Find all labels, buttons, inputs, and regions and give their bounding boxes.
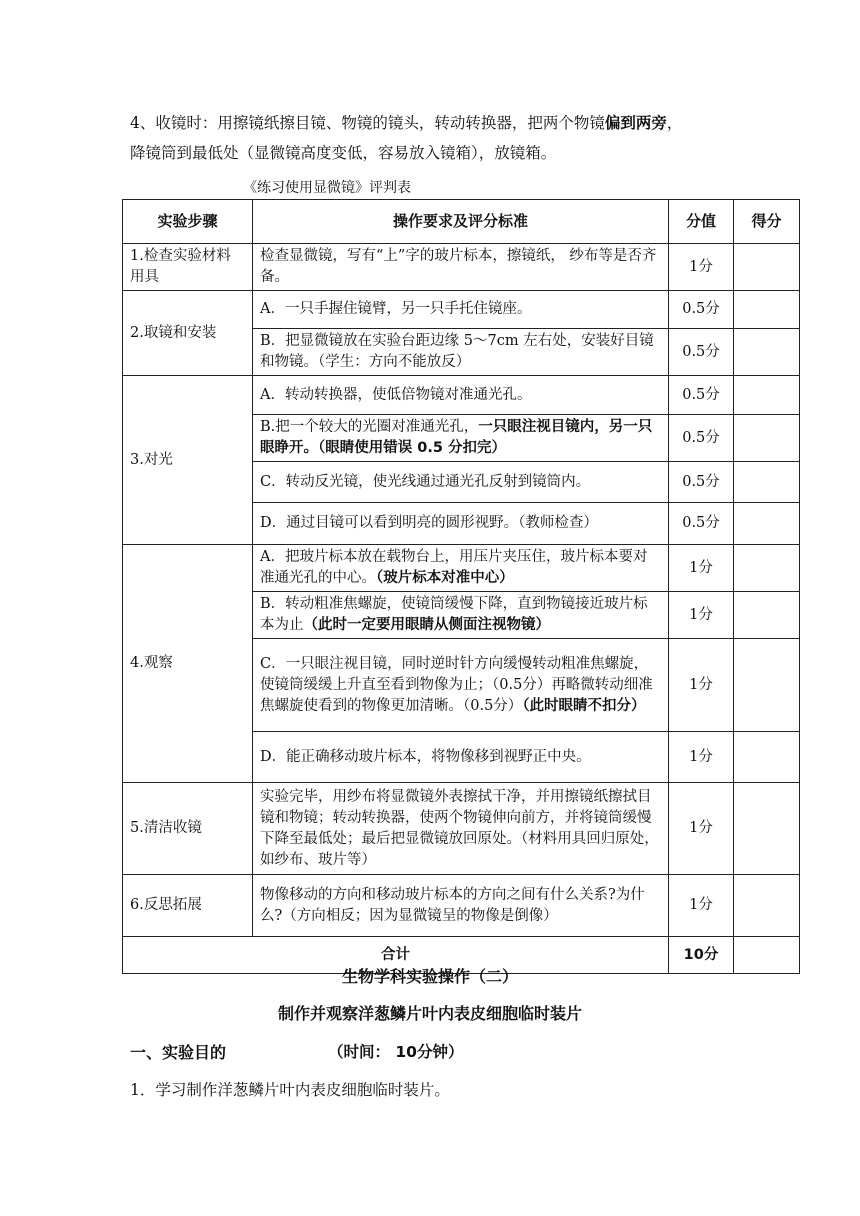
- experiment-subtitle: 制作并观察洋葱鳞片叶内表皮细胞临时装片: [277, 1004, 582, 1023]
- requirement-cell: C．转动反光镜，使光线通过通光孔反射到镜筒内。: [253, 462, 669, 503]
- requirement-cell: A．转动转换器，使低倍物镜对准通光孔。: [253, 376, 669, 415]
- table-row: [123, 244, 800, 291]
- obtained-cell[interactable]: [734, 462, 800, 503]
- score-cell: 0.5分: [669, 329, 734, 376]
- requirement-cell: A．一只手握住镜臂，另一只手托住镜座。: [253, 291, 669, 329]
- score-cell: 1分: [669, 592, 734, 639]
- obtained-cell[interactable]: [734, 732, 800, 783]
- objective-item: 1．学习制作洋葱鳞片叶内表皮细胞临时装片。: [130, 1081, 450, 1099]
- requirement-text: B.把一个较大的光圈对准通光孔，: [260, 419, 479, 435]
- requirement-cell: B．把显微镜放在实验台距边缘 5～7cm 左右处，安装好目镜和物镜。（学生：方向不能放反）: [253, 329, 669, 376]
- step-cell: 5.清洁收镜: [123, 783, 253, 875]
- intro-line1-suffix: ，: [666, 114, 683, 132]
- requirement-cell: [253, 415, 669, 462]
- total-label: 合计: [123, 937, 669, 974]
- obtained-cell[interactable]: [734, 244, 800, 291]
- score-cell: 0.5分: [669, 503, 734, 545]
- step-cell: 2.取镜和安装: [123, 291, 253, 376]
- score-cell: 1分: [669, 545, 734, 592]
- intro-line2-text: 降镜筒到最低处（显微镜高度变低，容易放入镜箱），放镜箱。: [130, 144, 557, 162]
- table-row: [123, 875, 800, 937]
- step-cell: 3.对光: [123, 376, 253, 545]
- requirement-cell: 实验完毕，用纱布将显微镜外表擦拭干净，并用擦镜纸擦拭目镜和物镜；转动转换器，使两个物镜伸向前方，并将镜筒缓慢下降至最低处；最后把显微镜放回原处。（材料用具回归原处，如纱布、玻片等）: [253, 783, 669, 875]
- requirement-text: B．转动粗准焦螺旋，使镜筒缓慢下降，直到物镜接近玻片标本为止: [260, 596, 648, 633]
- table-row: [123, 545, 800, 592]
- requirement-emphasis: （玻片标本对准中心）: [376, 570, 514, 586]
- requirement-cell: [253, 639, 669, 732]
- score-cell: 1分: [669, 875, 734, 937]
- requirement-cell: [253, 545, 669, 592]
- table-row: [123, 291, 800, 329]
- header-step: 实验步骤: [123, 200, 253, 244]
- intro-line1-bold: 偏到两旁: [604, 114, 667, 132]
- requirement-cell: [253, 592, 669, 639]
- total-score: 10分: [669, 937, 734, 974]
- score-cell: 1分: [669, 783, 734, 875]
- obtained-cell[interactable]: [734, 783, 800, 875]
- score-cell: 0.5分: [669, 376, 734, 415]
- obtained-cell[interactable]: [734, 639, 800, 732]
- header-obtained: 得分: [734, 200, 800, 244]
- obtained-cell[interactable]: [734, 415, 800, 462]
- requirement-cell: D．通过目镜可以看到明亮的圆形视野。（教师检查）: [253, 503, 669, 545]
- score-table: [122, 199, 800, 974]
- requirement-emphasis: （此时一定要用眼睛从侧面注视物镜）: [303, 617, 550, 633]
- step-cell: 1.检查实验材料用具: [123, 244, 253, 291]
- requirement-cell: 物像移动的方向和移动玻片标本的方向之间有什么关系?为什么?（方向相反；因为显微镜呈的物像是倒像）: [253, 875, 669, 937]
- table-header-row: [123, 200, 800, 244]
- requirement-emphasis: （此时眼睛不扣分）: [522, 697, 646, 714]
- score-cell: 1分: [669, 732, 734, 783]
- step-cell: 4.观察: [123, 545, 253, 783]
- score-cell: 0.5分: [669, 462, 734, 503]
- step-cell: 6.反思拓展: [123, 875, 253, 937]
- requirement-cell: D．能正确移动玻片标本，将物像移到视野正中央。: [253, 732, 669, 783]
- header-requirement: 操作要求及评分标准: [253, 200, 669, 244]
- table-row: [123, 783, 800, 875]
- experiment-heading: 生物学科实验操作（二）: [341, 967, 518, 986]
- requirement-cell: 检查显微镜，写有“上”字的玻片标本，擦镜纸， 纱布等是否齐备。: [253, 244, 669, 291]
- table-row: [123, 376, 800, 415]
- intro-paragraph: [130, 108, 780, 168]
- score-cell: 0.5分: [669, 415, 734, 462]
- section-title: 一、实验目的: [130, 1043, 227, 1062]
- time-note: （时间： 10分钟）: [328, 1043, 464, 1061]
- score-cell: 0.5分: [669, 291, 734, 329]
- obtained-cell[interactable]: [734, 592, 800, 639]
- requirement-emphasis: 一只眼注视目镜内，另一只眼睁开。（眼睛使用错误 0.5 分扣完）: [260, 419, 653, 456]
- requirement-text: C．一只眼注视目镜，同时逆时针方向缓慢转动粗准焦螺旋，使镜筒缓缓上升直至看到物像为止；（0.5分）再略微转动细准焦螺旋使看到的物像更加清晰。（0.5分）: [260, 655, 653, 714]
- obtained-cell[interactable]: [734, 329, 800, 376]
- obtained-cell[interactable]: [734, 875, 800, 937]
- obtained-cell[interactable]: [734, 503, 800, 545]
- obtained-cell[interactable]: [734, 376, 800, 415]
- obtained-cell[interactable]: [734, 545, 800, 592]
- table-caption: 《练习使用显微镜》评判表: [243, 180, 411, 196]
- obtained-cell[interactable]: [734, 291, 800, 329]
- score-cell: 1分: [669, 244, 734, 291]
- header-score: 分值: [669, 200, 734, 244]
- score-cell: 1分: [669, 639, 734, 732]
- requirement-text: A．把玻片标本放在载物台上，用压片夹压住，玻片标本要对准通光孔的中心。: [260, 549, 648, 586]
- intro-line1-text: 4、收镜时：用擦镜纸擦目镜、物镜的镜头，转动转换器，把两个物镜: [130, 114, 605, 132]
